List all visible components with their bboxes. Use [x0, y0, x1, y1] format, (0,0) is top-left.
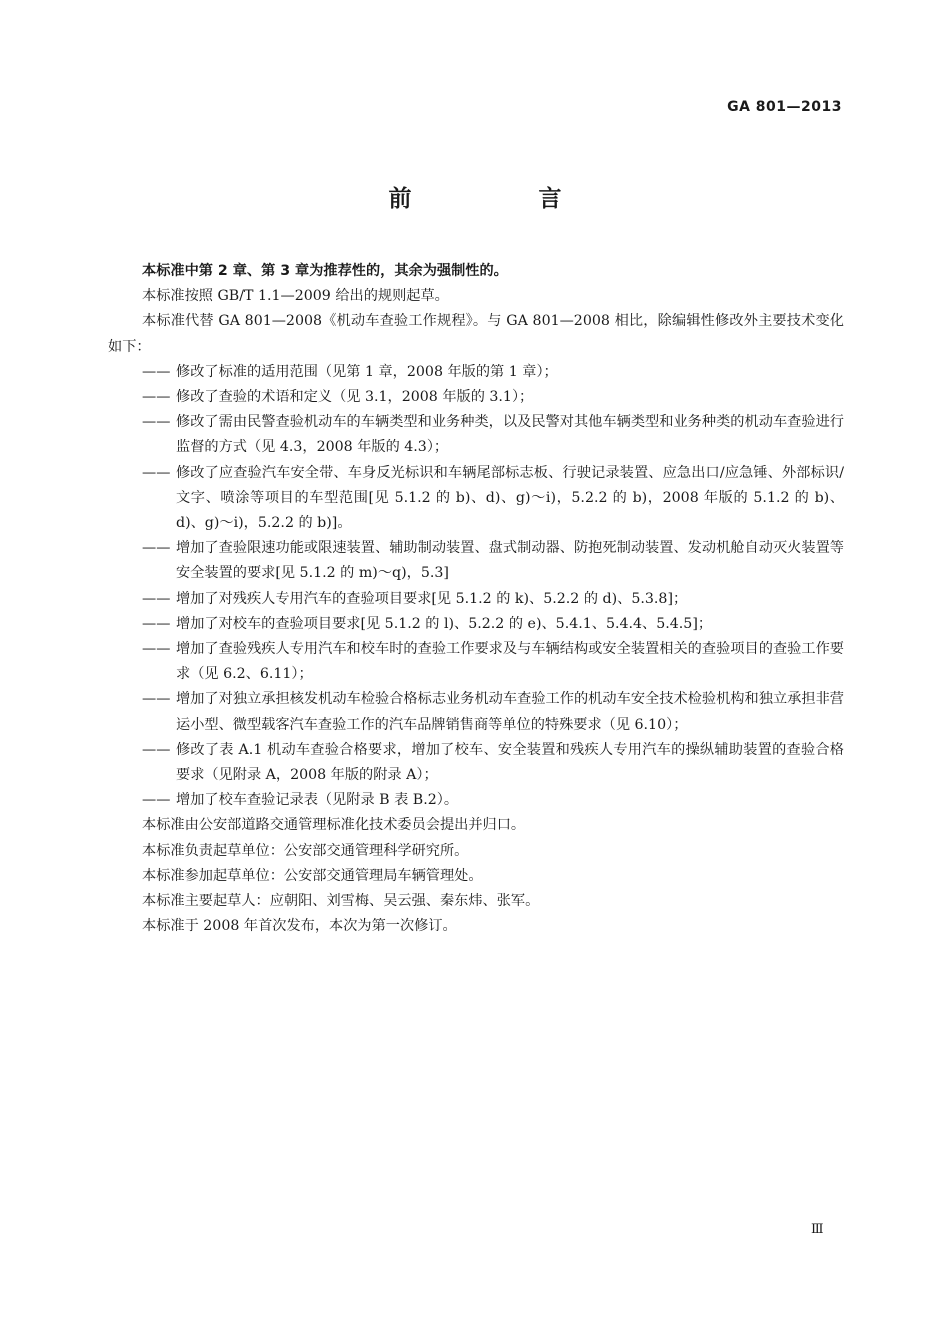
- list-item-text: 修改了应查验汽车安全带、车身反光标识和车辆尾部标志板、行驶记录装置、应急出口/应急锤、外部标识/文字、喷涂等项目的车型范围[见 5.1.2 的 b)、d)、g)～i)，5.2.2 的 b)，2008 年版的 5.1.2 的 b)、d)、g)～i)，5.2.2 的 b)]。: [176, 464, 844, 532]
- list-item-text: 增加了校车查验记录表（见附录 B 表 B.2）。: [176, 792, 459, 809]
- dash-marker: ——: [142, 741, 171, 758]
- list-item-text: 增加了查验限速功能或限速装置、辅助制动装置、盘式制动器、防抱死制动装置、发动机舱自动灭火装置等安全装置的要求[见 5.1.2 的 m)～q)，5.3]: [176, 540, 844, 582]
- list-item: [108, 612, 844, 637]
- list-item: [108, 687, 844, 737]
- list-item: [108, 385, 844, 410]
- list-item-text: 修改了查验的术语和定义（见 3.1，2008 年版的 3.1）；: [176, 389, 534, 406]
- list-item-text: 增加了查验残疾人专用汽车和校车时的查验工作要求及与车辆结构或安全装置相关的查验项目的查验工作要求（见 6.2、6.11）；: [176, 641, 844, 683]
- dash-marker: ——: [142, 641, 171, 658]
- list-item-text: 增加了对独立承担核发机动车检验合格标志业务机动车查验工作的机动车安全技术检验机构和独立承担非营运小型、微型载客汽车查验工作的汽车品牌销售商等单位的特殊要求（见 6.10）；: [176, 691, 844, 733]
- participating-drafter-paragraph: 本标准参加起草单位：公安部交通管理局车辆管理处。: [142, 867, 483, 884]
- dash-marker: ——: [142, 414, 171, 431]
- list-item: [108, 788, 844, 813]
- list-item-text: 增加了对残疾人专用汽车的查验项目要求[见 5.1.2 的 k)、5.2.2 的 d)、5.3.8]；: [176, 590, 688, 607]
- publication-history-paragraph: 本标准于 2008 年首次发布，本次为第一次修订。: [142, 918, 457, 935]
- replacement-paragraph: 本标准代替 GA 801—2008《机动车查验工作规程》。与 GA 801—2008 相比，除编辑性修改外主要技术变化如下：: [108, 313, 844, 355]
- list-item: [108, 536, 844, 586]
- standard-code: GA 801—2013: [727, 99, 842, 115]
- lead-drafter-paragraph: 本标准负责起草单位：公安部交通管理科学研究所。: [142, 842, 469, 859]
- list-item: [108, 738, 844, 788]
- normative-statement: 本标准中第 2 章、第 3 章为推荐性的，其余为强制性的。: [142, 263, 508, 279]
- list-item-text: 增加了对校车的查验项目要求[见 5.1.2 的 l)、5.2.2 的 e)、5.4.1、5.4.4、5.4.5]；: [176, 615, 713, 632]
- main-drafters-paragraph: 本标准主要起草人：应朝阳、刘雪梅、吴云强、秦东炜、张军。: [142, 893, 540, 910]
- proposer-paragraph: 本标准由公安部道路交通管理标准化技术委员会提出并归口。: [142, 817, 526, 834]
- dash-marker: ——: [142, 363, 171, 380]
- dash-marker: ——: [142, 389, 171, 406]
- dash-marker: ——: [142, 464, 171, 481]
- dash-marker: ——: [142, 590, 171, 607]
- dash-marker: ——: [142, 691, 171, 708]
- page-number: Ⅲ: [811, 1222, 824, 1237]
- dash-marker: ——: [142, 540, 171, 557]
- list-item: [108, 637, 844, 687]
- list-item-text: 修改了需由民警查验机动车的车辆类型和业务种类，以及民警对其他车辆类型和业务种类的机动车查验进行监督的方式（见 4.3，2008 年版的 4.3）；: [176, 414, 844, 456]
- list-item: [108, 360, 844, 385]
- list-item: [108, 410, 844, 460]
- list-item-text: 修改了标准的适用范围（见第 1 章，2008 年版的第 1 章）；: [176, 363, 558, 380]
- foreword-body: [108, 259, 844, 939]
- list-item: [108, 587, 844, 612]
- changes-list: [108, 360, 844, 814]
- list-item: [108, 461, 844, 537]
- dash-marker: ——: [142, 615, 171, 632]
- dash-marker: ——: [142, 792, 171, 809]
- page-title: 前 言: [388, 186, 614, 212]
- list-item-text: 修改了表 A.1 机动车查验合格要求，增加了校车、安全装置和残疾人专用汽车的操纵辅助装置的查验合格要求（见附录 A，2008 年版的附录 A）；: [176, 741, 844, 784]
- drafting-rules-paragraph: 本标准按照 GB/T 1.1—2009 给出的规则起草。: [142, 288, 449, 305]
